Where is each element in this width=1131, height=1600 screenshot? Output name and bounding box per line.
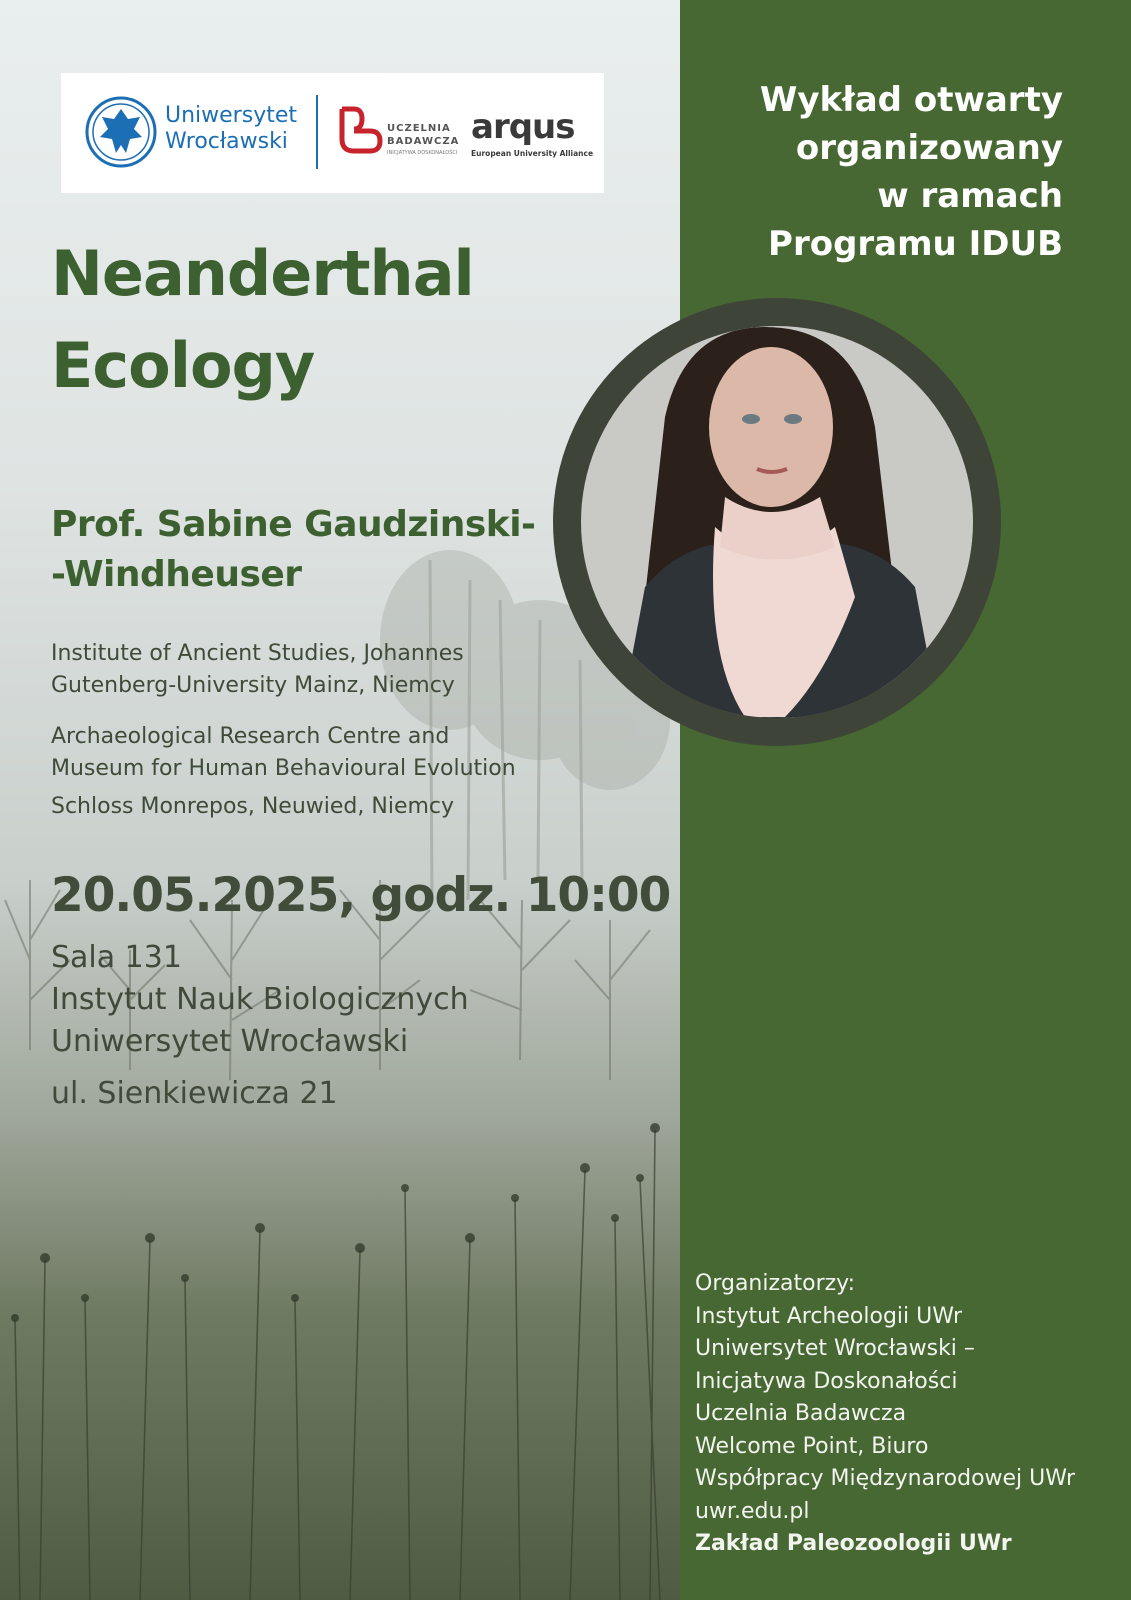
lecture-title (51, 228, 474, 412)
speaker-name-line1: Prof. Sabine Gaudzinski- (51, 504, 536, 545)
arqus-tagline: European University Alliance (471, 149, 594, 158)
affiliation-2-line1: Archaeological Research Centre and (51, 724, 450, 749)
event-datetime: 20.05.2025, godz. 10:00 (51, 868, 671, 923)
affiliation-2-line2: Museum for Human Behavioural Evolution (51, 756, 516, 781)
logo-divider (316, 95, 318, 169)
organizers-heading: Organizatorzy: (695, 1271, 856, 1296)
idub-line-3: w ramach (877, 176, 1063, 216)
event-street: ul. Sienkiewicza 21 (51, 1076, 338, 1111)
portrait-image (545, 297, 1008, 747)
organizers-block (695, 1268, 1075, 1561)
organizer-line: Uczelnia Badawcza (695, 1401, 907, 1426)
affiliation-1-line1: Institute of Ancient Studies, Johannes (51, 641, 464, 666)
affiliation-2 (51, 721, 516, 823)
affiliation-1 (51, 638, 464, 702)
organizer-line: Instytut Archeologii UWr (695, 1303, 963, 1329)
affiliation-2-line3: Schloss Monrepos, Neuwied, Niemcy (51, 794, 455, 819)
organizer-line: Inicjatywa Doskonałości (695, 1368, 958, 1394)
ub-line1: UCZELNIA (387, 123, 451, 134)
organizer-line: Współpracy Międzynarodowej UWr (695, 1466, 1076, 1491)
speaker-portrait (545, 297, 1008, 747)
uwr-name-line1: Uniwersytet (165, 103, 297, 128)
idub-heading (703, 76, 1063, 268)
lecture-title-line1: Neanderthal (51, 237, 474, 310)
uwr-crest-icon (84, 95, 158, 169)
idub-line-4: Programu IDUB (768, 224, 1063, 264)
event-room: Sala 131 (51, 940, 182, 975)
lecture-title-line2: Ecology (51, 329, 315, 402)
organizer-line: Uniwersytet Wrocławski – (695, 1336, 975, 1361)
idub-line-1: Wykład otwarty (759, 80, 1063, 120)
uwr-name-line2: Wrocławski (165, 129, 288, 154)
event-venue (51, 937, 469, 1115)
logo-bar (61, 73, 604, 193)
event-institute: Instytut Nauk Biologicznych (51, 982, 469, 1017)
event-university: Uniwersytet Wrocławski (51, 1024, 409, 1059)
organizer-website: uwr.edu.pl (695, 1498, 810, 1524)
organizer-line: Welcome Point, Biuro (695, 1433, 929, 1459)
organizer-paleozoology: Zakład Paleozoologii UWr (695, 1531, 1012, 1556)
idub-line-2: organizowany (795, 128, 1063, 168)
affiliation-1-line2: Gutenberg-University Mainz, Niemcy (51, 673, 455, 698)
ub-line2: BADAWCZA (387, 136, 460, 147)
arqus-logo-text: arqus (471, 107, 575, 147)
ub-mark-icon (336, 105, 384, 157)
speaker-name (51, 500, 536, 600)
ub-line3: INICJATYWA DOSKONAŁOŚCI (387, 150, 458, 156)
speaker-name-line2: -Windheuser (51, 554, 302, 595)
